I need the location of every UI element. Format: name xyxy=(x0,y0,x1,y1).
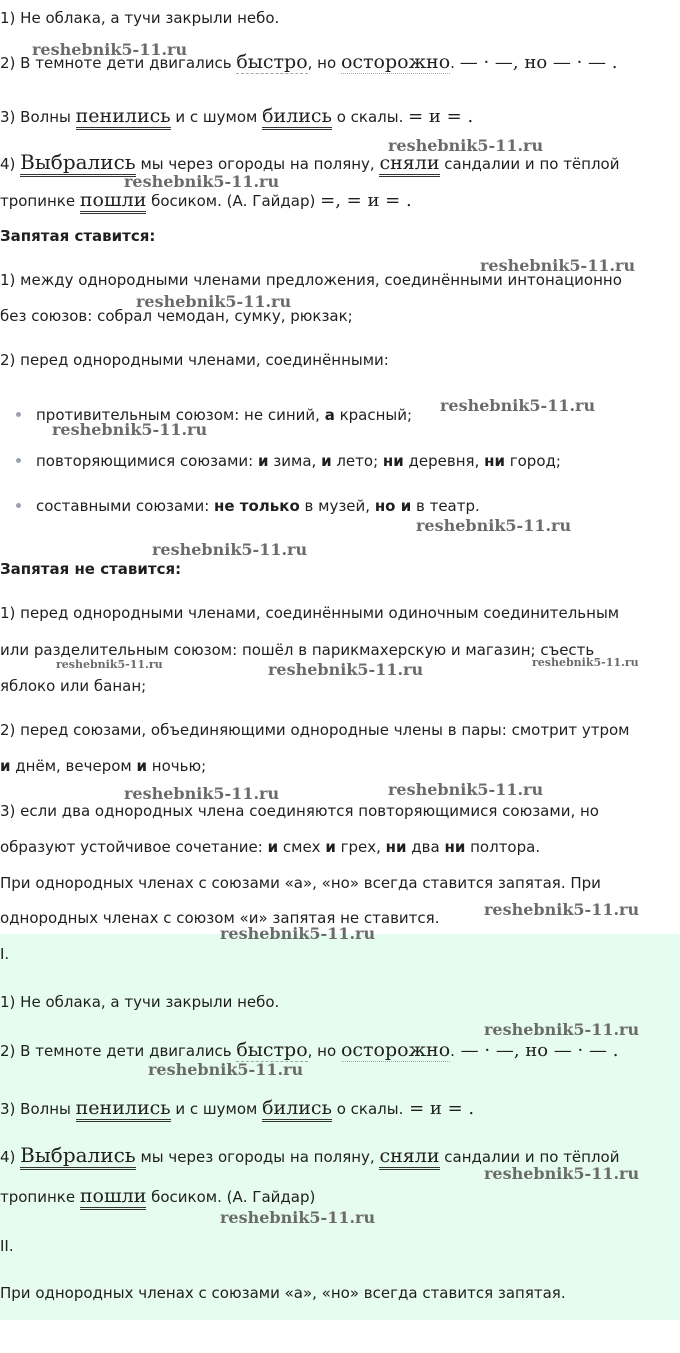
bullet-dot xyxy=(16,458,21,463)
watermark: reshebnik5-11.ru xyxy=(124,172,280,191)
answer-part-2: II. xyxy=(0,1237,14,1255)
nocomma-rule-1b: или разделительным союзом: пошёл в парикмахерскую и магазин; съесть xyxy=(0,641,595,659)
comma-bullet-2: повторяющимися союзами: и зима, и лето; ни деревня, ни город; xyxy=(36,452,561,470)
top-sentence-2: 2) В темноте дети двигались быстро, но осторожно. — · —, но — · — . xyxy=(0,51,618,73)
nocomma-rule-1c: яблоко или банан; xyxy=(0,677,147,695)
watermark: reshebnik5-11.ru xyxy=(32,40,188,59)
nocomma-heading: Запятая не ставится: xyxy=(0,560,182,578)
watermark: reshebnik5-11.ru xyxy=(124,784,280,803)
watermark: reshebnik5-11.ru xyxy=(480,256,636,275)
watermark: reshebnik5-11.ru xyxy=(148,1060,304,1079)
answer-sentence-4b: тропинке пошли босиком. (А. Гайдар) xyxy=(0,1186,315,1207)
top-sentence-1: 1) Не облака, а тучи закрыли небо. xyxy=(0,9,280,27)
watermark: reshebnik5-11.ru xyxy=(484,900,640,919)
watermark: reshebnik5-11.ru xyxy=(220,1208,376,1227)
answer-part-1: I. xyxy=(0,945,10,963)
bullet-dot xyxy=(16,412,21,417)
watermark: reshebnik5-11.ru xyxy=(152,540,308,559)
top-sentence-4a: 4) Выбрались мы через огороды на поляну, сняли сандалии и по тёплой xyxy=(0,152,620,174)
watermark: reshebnik5-11.ru xyxy=(532,656,639,669)
answer-sentence-4a: 4) Выбрались мы через огороды на поляну, сняли сандалии и по тёплой xyxy=(0,1145,620,1167)
comma-bullet-3: составными союзами: не только в музей, но и в театр. xyxy=(36,497,480,515)
watermark: reshebnik5-11.ru xyxy=(388,136,544,155)
comma-rule-1b: без союзов: собрал чемодан, сумку, рюкзак; xyxy=(0,307,353,325)
comma-rule-1a: 1) между однородными членами предложения, соединёнными интонационно xyxy=(0,271,622,289)
nocomma-rule-2b: и днём, вечером и ночью; xyxy=(0,757,207,775)
nocomma-rule-1a: 1) перед однородными членами, соединёнными одиночным соединительным xyxy=(0,604,620,622)
watermark: reshebnik5-11.ru xyxy=(388,780,544,799)
bullet-dot xyxy=(16,503,21,508)
watermark: reshebnik5-11.ru xyxy=(440,396,596,415)
answer-sentence-2: 2) В темноте дети двигались быстро, но осторожно. — · —, но — · — . xyxy=(0,1039,619,1061)
nocomma-rule-3a: 3) если два однородных члена соединяются повторяющимися союзами, но xyxy=(0,802,599,820)
comma-bullet-1: противительным союзом: не синий, а красный; xyxy=(36,406,413,424)
watermark: reshebnik5-11.ru xyxy=(484,1020,640,1039)
summary-line-1: При однородных членах с союзами «а», «но» всегда ставится запятая. При xyxy=(0,874,601,892)
nocomma-rule-2a: 2) перед союзами, объединяющими однородные члены в пары: смотрит утром xyxy=(0,721,630,739)
answer-sentence-1: 1) Не облака, а тучи закрыли небо. xyxy=(0,993,280,1011)
watermark: reshebnik5-11.ru xyxy=(484,1164,640,1183)
nocomma-rule-3b: образуют устойчивое сочетание: и смех и грех, ни два ни полтора. xyxy=(0,838,541,856)
watermark: reshebnik5-11.ru xyxy=(56,658,163,671)
answer-conclusion: При однородных членах с союзами «а», «но» всегда ставится запятая. xyxy=(0,1284,566,1302)
top-sentence-3: 3) Волны пенились и с шумом бились о скалы. = и = . xyxy=(0,106,473,127)
answer-sentence-3: 3) Волны пенились и с шумом бились о скалы. = и = . xyxy=(0,1098,474,1119)
comma-rule-2: 2) перед однородными членами, соединёнными: xyxy=(0,351,389,369)
comma-heading: Запятая ставится: xyxy=(0,227,156,245)
watermark: reshebnik5-11.ru xyxy=(52,420,208,439)
summary-line-2: однородных членах с союзом «и» запятая не ставится. xyxy=(0,909,440,927)
watermark: reshebnik5-11.ru xyxy=(220,924,376,943)
watermark: reshebnik5-11.ru xyxy=(268,660,424,679)
watermark: reshebnik5-11.ru xyxy=(416,516,572,535)
top-sentence-4b: тропинке пошли босиком. (А. Гайдар) =, = и = . xyxy=(0,190,412,211)
watermark: reshebnik5-11.ru xyxy=(136,292,292,311)
